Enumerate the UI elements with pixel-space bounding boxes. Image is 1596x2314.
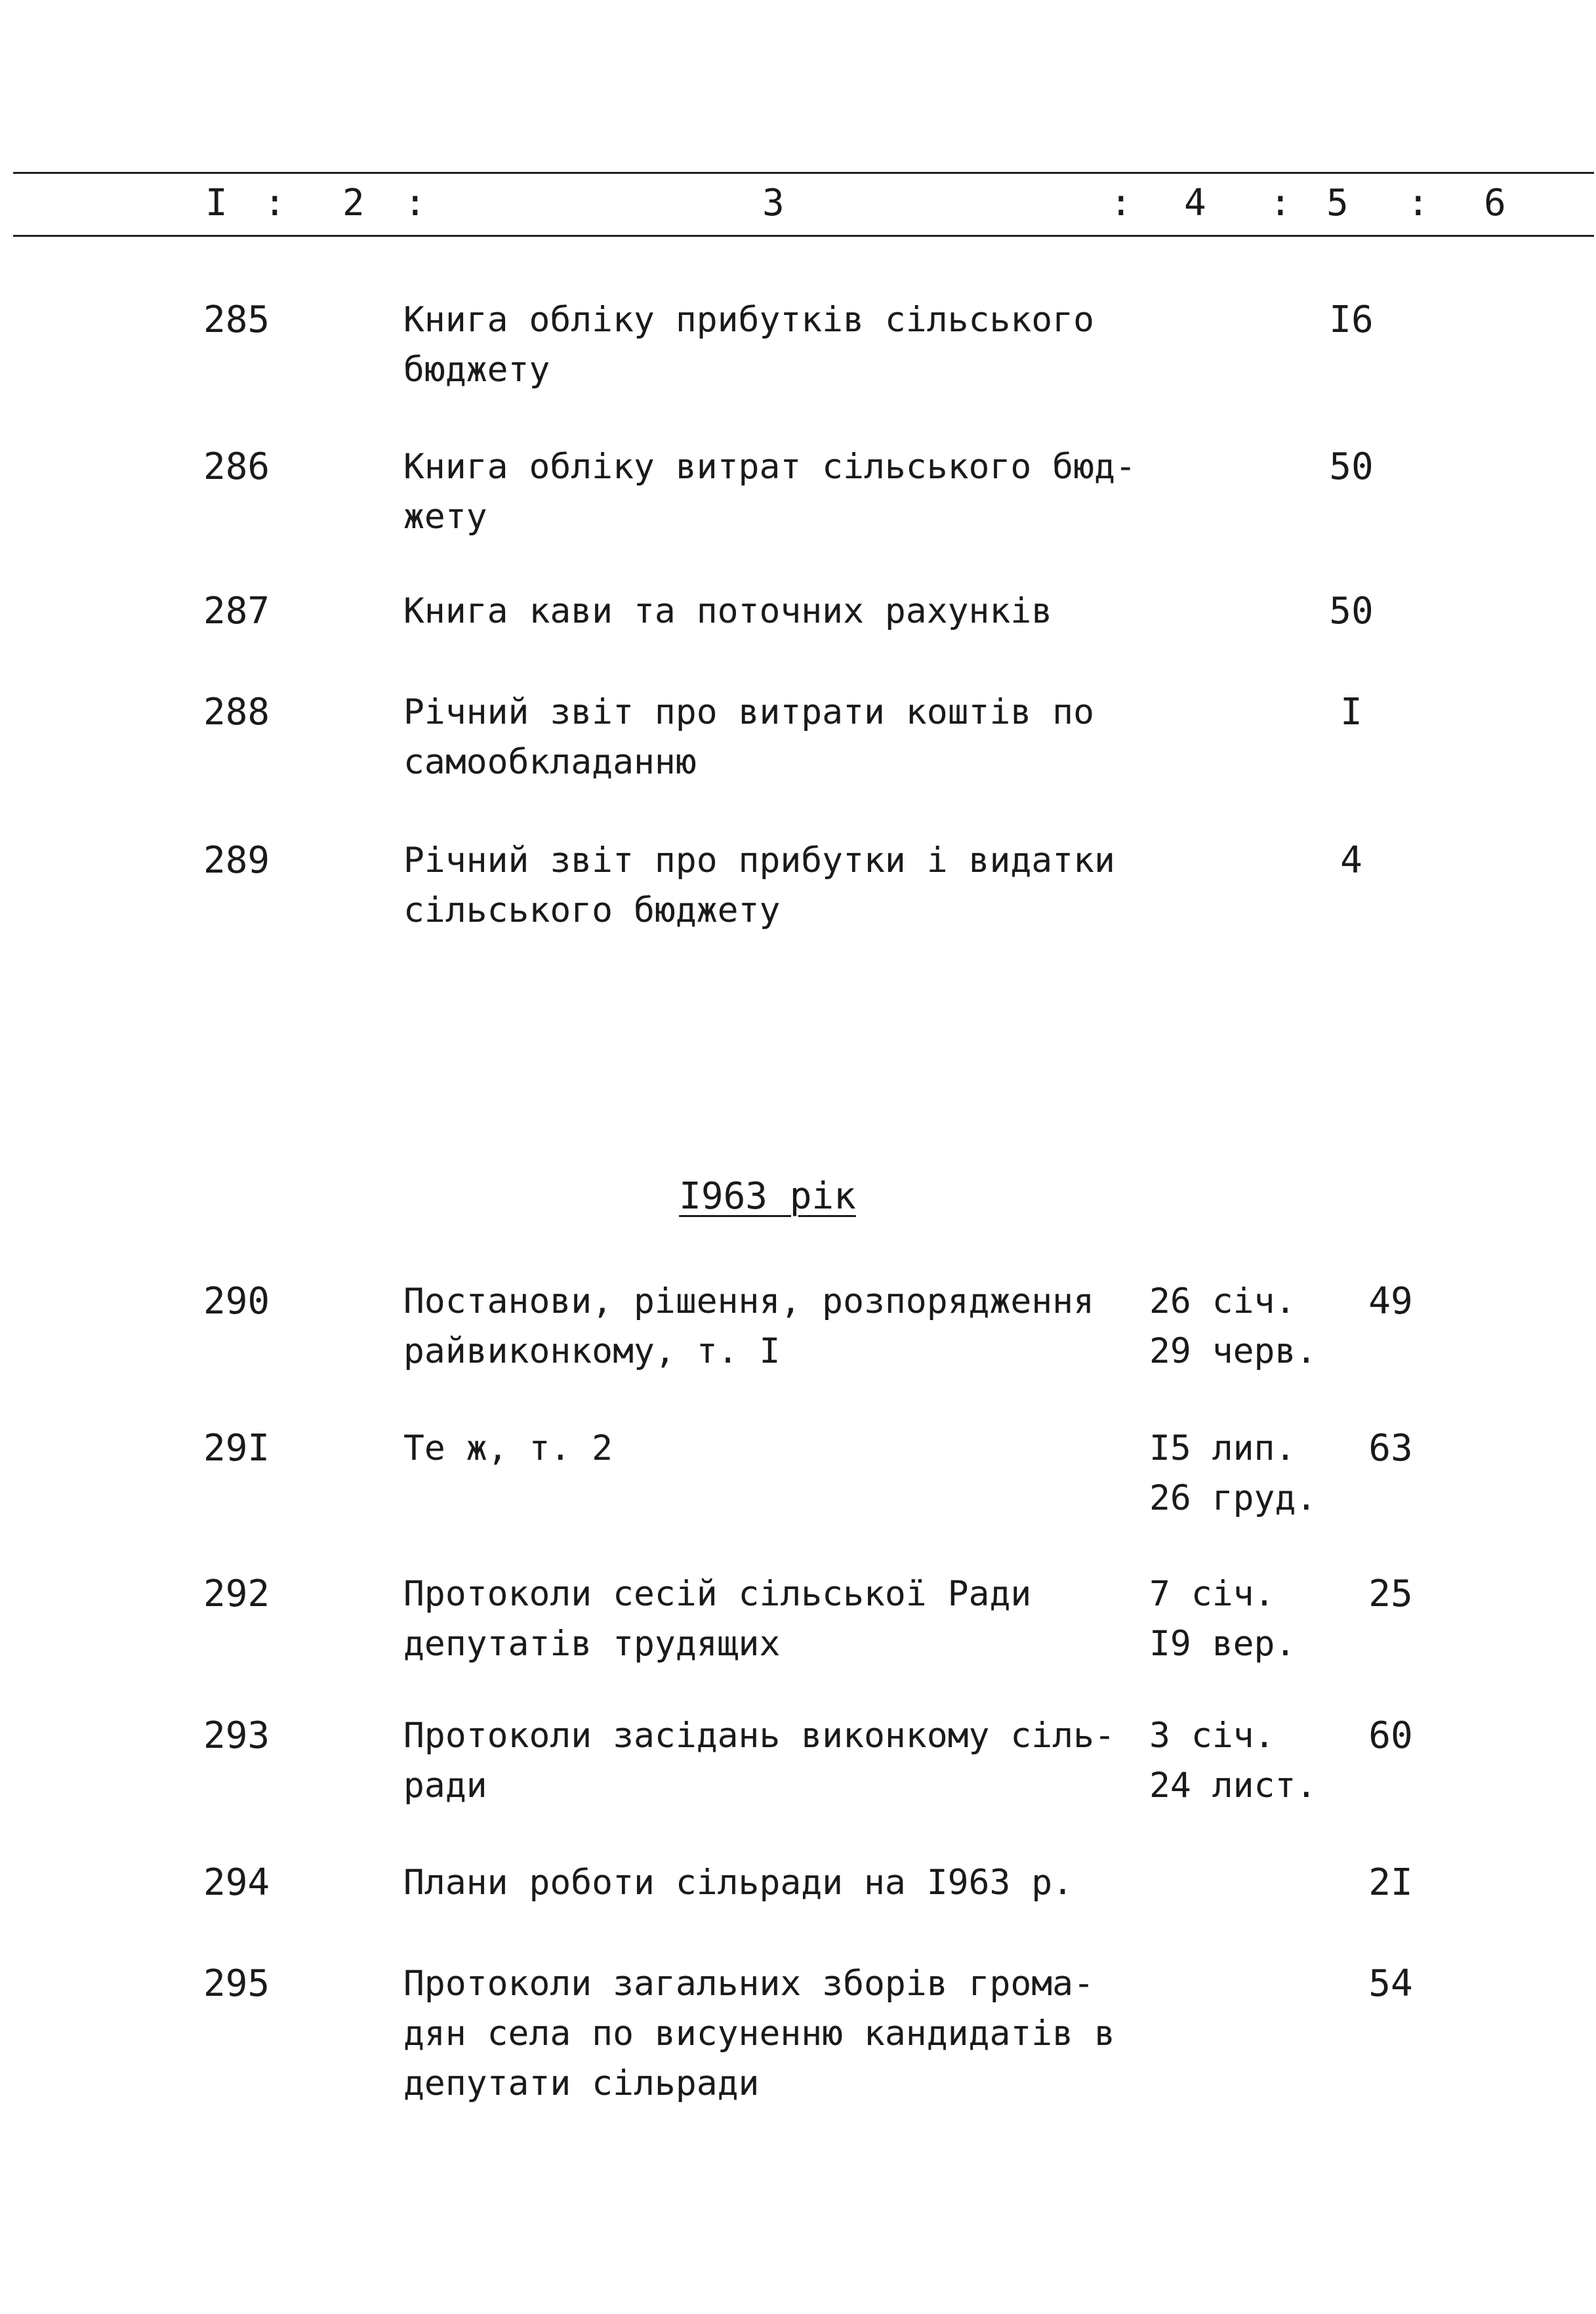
entry-number: 292 [203, 1573, 270, 1615]
column-header-sep-4: : [1269, 182, 1292, 224]
column-header-5: 5 [1326, 182, 1349, 224]
entry-sheets: 4 [1340, 839, 1362, 882]
entry-title: Книга обліку витрат сільського бюд- жету [403, 447, 1136, 537]
column-header-6: 6 [1484, 182, 1506, 224]
year-heading [0, 1172, 1535, 1222]
entry-title: Протоколи загальних зборів грома- дян села по висуненню кандидатів в депутати сільради [403, 1964, 1115, 2103]
entry-dates: 3 січ. 24 лист. [1149, 1716, 1317, 1806]
column-header-1: I [205, 182, 228, 224]
column-header-3: 3 [762, 182, 785, 224]
entry-title: Річний звіт про витрати коштів по самообкладанню [403, 692, 1094, 782]
entry-dates: 26 січ. 29 черв. [1149, 1281, 1317, 1371]
entry-sheets: 2I [1368, 1861, 1413, 1904]
entry-number: 293 [203, 1714, 270, 1757]
entry-number: 295 [203, 1962, 270, 2005]
entry-title: Книга кави та поточних рахунків [403, 591, 1053, 631]
column-header-4: 4 [1184, 182, 1206, 224]
entry-number: 288 [203, 691, 270, 733]
entry-title: Постанови, рішення, розпорядження райвиконкому, т. I [403, 1281, 1094, 1371]
entry-dates: I5 лип. 26 груд. [1149, 1428, 1317, 1518]
column-header-sep-5: : [1407, 182, 1429, 224]
year-heading-text: I963 рік [679, 1175, 856, 1218]
entry-number: 285 [203, 299, 270, 341]
entry-title: Те ж, т. 2 [403, 1428, 613, 1468]
entry-title: Книга обліку прибутків сільського бюджету [403, 300, 1094, 390]
header-top-rule [13, 172, 1594, 174]
entry-sheets: 25 [1368, 1573, 1413, 1615]
entry-title: Плани роботи сільради на I963 р. [403, 1863, 1074, 1903]
entry-sheets: 60 [1368, 1714, 1413, 1757]
entry-title: Протоколи засідань виконкому сіль- ради [403, 1716, 1115, 1806]
column-header-sep-3: : [1110, 182, 1132, 224]
entry-sheets: 54 [1368, 1962, 1413, 2005]
entry-sheets: 50 [1329, 445, 1374, 488]
column-header-sep-2: : [404, 182, 426, 224]
entry-number: 294 [203, 1861, 270, 1904]
entry-sheets: 50 [1329, 590, 1374, 632]
entry-number: 289 [203, 839, 270, 882]
entry-number: 29I [203, 1427, 270, 1470]
column-header-sep-1: : [264, 182, 286, 224]
entry-sheets: 49 [1368, 1280, 1413, 1323]
entry-number: 290 [203, 1280, 270, 1323]
column-header-2: 2 [342, 182, 365, 224]
header-bottom-rule [13, 235, 1594, 237]
entry-sheets: I [1340, 691, 1362, 733]
entry-dates: 7 січ. I9 вер. [1149, 1574, 1296, 1664]
entry-sheets: I6 [1329, 299, 1374, 341]
entry-number: 287 [203, 590, 270, 632]
entry-title: Протоколи сесій сільської Ради депутатів трудящих [403, 1574, 1032, 1664]
entry-sheets: 63 [1368, 1427, 1413, 1470]
entry-title: Річний звіт про прибутки і видатки сільського бюджету [403, 840, 1115, 930]
entry-number: 286 [203, 445, 270, 488]
